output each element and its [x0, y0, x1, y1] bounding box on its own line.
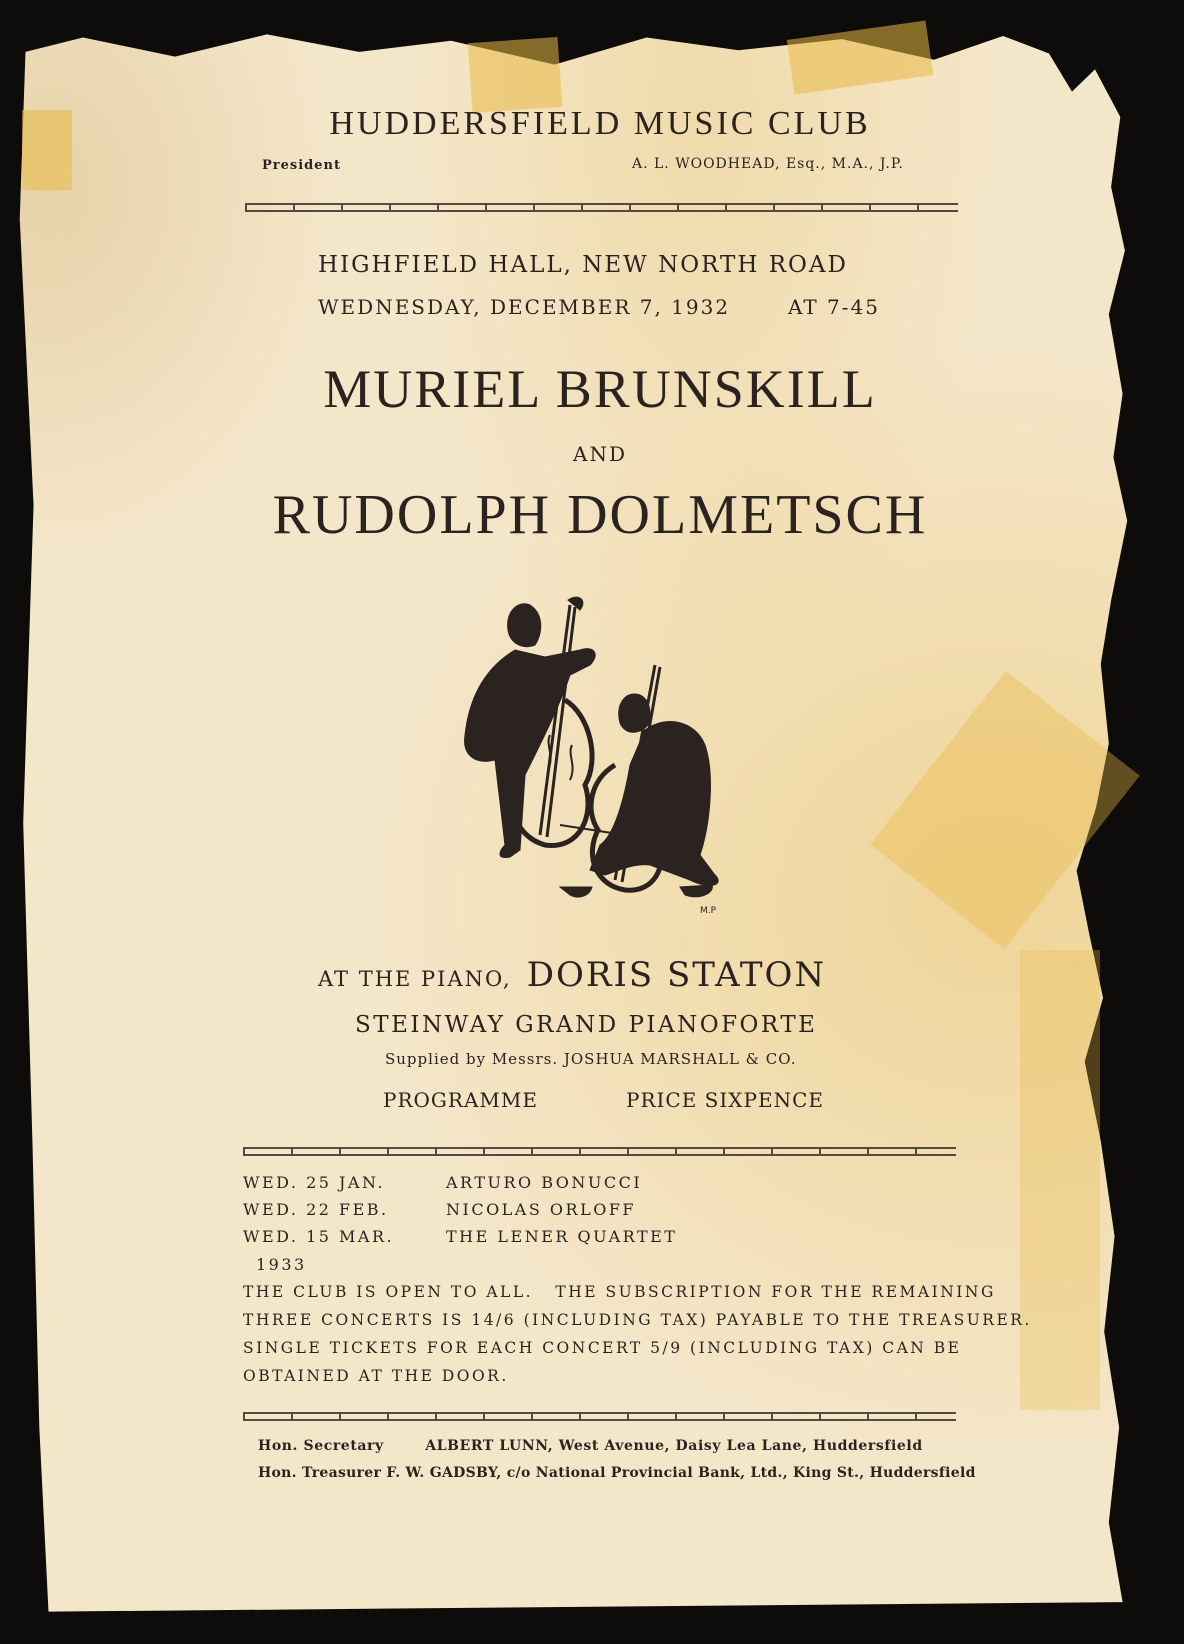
footer-divider: [243, 1412, 956, 1421]
tape-stain: [22, 110, 72, 190]
secretary-details: ALBERT LUNN, West Avenue, Daisy Lea Lane, Huddersfield: [425, 1438, 923, 1454]
schedule-day: WED.: [243, 1200, 299, 1219]
performer-name: RUDOLPH DOLMETSCH: [272, 484, 928, 546]
piano-line: [318, 955, 898, 995]
schedule-artist: NICOLAS ORLOFF: [446, 1200, 637, 1219]
pianist-name: DORIS STATON: [526, 955, 827, 995]
schedule-day: WED.: [243, 1227, 299, 1246]
tape-stain: [468, 37, 563, 113]
notice-line: SINGLE TICKETS FOR EACH CONCERT 5/9 (INCLUDING TAX) CAN BE: [243, 1339, 962, 1357]
schedule-month: MAR.: [339, 1227, 395, 1246]
performer-conjunction: AND: [573, 442, 627, 466]
programme-price: PRICE SIXPENCE: [626, 1088, 824, 1112]
schedule-day: WED.: [243, 1173, 299, 1192]
treasurer-label: Hon. Treasurer: [258, 1465, 382, 1481]
schedule-date: 25: [306, 1173, 332, 1192]
tape-stain: [1020, 950, 1100, 1410]
schedule-row: [243, 1200, 389, 1219]
schedule-month: FEB.: [339, 1200, 389, 1219]
schedule-artist: ARTURO BONUCCI: [446, 1173, 643, 1192]
notice-line: THREE CONCERTS IS 14/6 (INCLUDING TAX) PAYABLE TO THE TREASURER.: [243, 1311, 1032, 1329]
schedule-month: JAN.: [339, 1173, 386, 1192]
cellists-illustration: [450, 595, 760, 925]
schedule-artist: THE LENER QUARTET: [446, 1227, 678, 1246]
treasurer-line: [258, 1465, 976, 1481]
supplier: Supplied by Messrs. JOSHUA MARSHALL & CO.: [385, 1050, 797, 1068]
schedule-year: 1933: [256, 1255, 307, 1274]
header-divider: [245, 203, 958, 212]
illustration-signature: M.P: [700, 906, 717, 916]
schedule-row: [243, 1173, 385, 1192]
venue-hall: HIGHFIELD HALL, NEW NORTH ROAD: [318, 252, 848, 278]
treasurer-details: F. W. GADSBY, c/o National Provincial Bank, Ltd., King St., Huddersfield: [386, 1465, 976, 1481]
schedule-divider: [243, 1147, 956, 1156]
president-label: President: [262, 158, 341, 173]
schedule-date: 15: [306, 1227, 332, 1246]
president-name: A. L. WOODHEAD, Esq., M.A., J.P.: [632, 156, 904, 172]
programme-label: PROGRAMME: [383, 1088, 538, 1112]
piano-prefix: AT THE PIANO,: [318, 967, 512, 991]
event-time: AT 7-45: [788, 295, 880, 319]
schedule-row: [243, 1227, 394, 1246]
schedule-date: 22: [306, 1200, 332, 1219]
club-name: HUDDERSFIELD MUSIC CLUB: [329, 105, 871, 142]
secretary-label: Hon. Secretary: [258, 1438, 384, 1454]
secretary-line: [258, 1438, 923, 1454]
notice-line: OBTAINED AT THE DOOR.: [243, 1367, 509, 1385]
instrument: STEINWAY GRAND PIANOFORTE: [355, 1012, 818, 1038]
performer-name: MURIEL BRUNSKILL: [323, 359, 877, 419]
event-date: WEDNESDAY, DECEMBER 7, 1932: [318, 295, 731, 319]
notice-line: THE CLUB IS OPEN TO ALL. THE SUBSCRIPTION FOR THE REMAINING: [243, 1283, 996, 1301]
